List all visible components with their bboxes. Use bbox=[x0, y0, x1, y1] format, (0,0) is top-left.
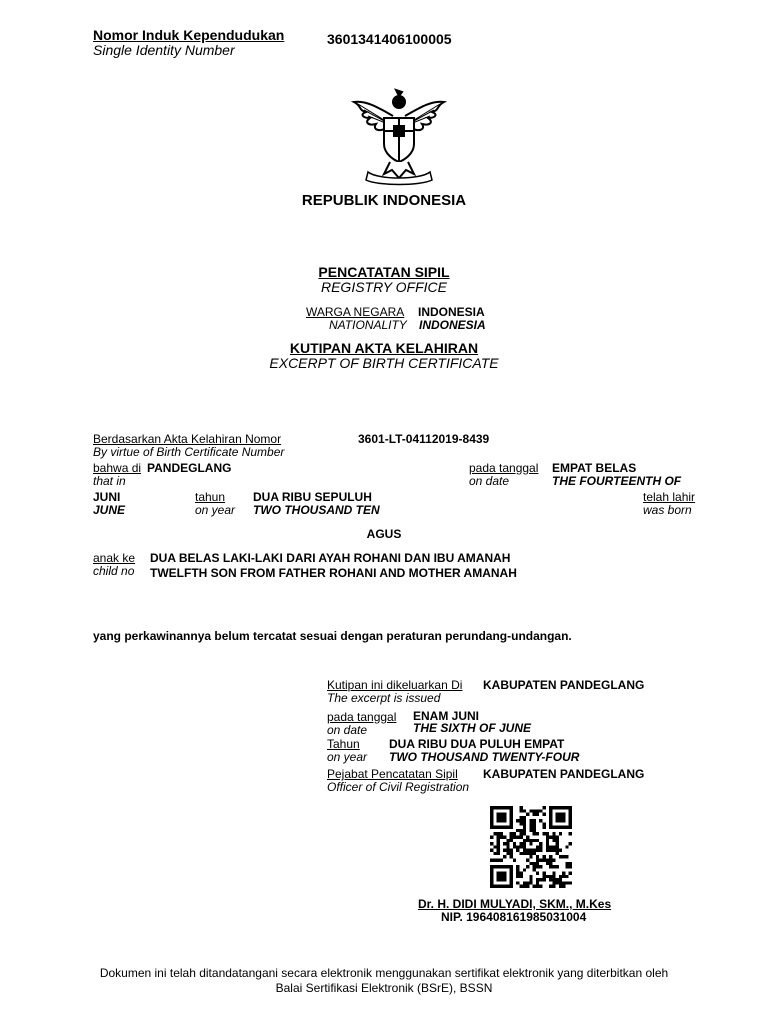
child-order: DUA BELAS LAKI-LAKI DARI AYAH ROHANI DAN IBU AMANAH bbox=[150, 551, 511, 565]
nationality-value-en: INDONESIA bbox=[419, 318, 486, 332]
issue-year-label: Tahun bbox=[327, 737, 360, 751]
birth-date-en: THE FOURTEENTH OF bbox=[552, 474, 682, 488]
birth-year: DUA RIBU SEPULUH bbox=[253, 490, 372, 504]
issue-date-label: pada tanggal bbox=[327, 710, 397, 724]
officer-label-en: Officer of Civil Registration bbox=[327, 780, 470, 794]
officer-label: Pejabat Pencatatan Sipil bbox=[327, 767, 458, 781]
birth-year-en: TWO THOUSAND TEN bbox=[253, 503, 380, 517]
issued-place: KABUPATEN PANDEGLANG bbox=[483, 678, 645, 692]
signatory-name: Dr. H. DIDI MULYADI, SKM., M.Kes bbox=[418, 897, 612, 911]
garuda-emblem-icon bbox=[344, 88, 454, 188]
year-label: tahun bbox=[195, 490, 226, 504]
birth-date: EMPAT BELAS bbox=[552, 461, 637, 475]
qr-code-icon bbox=[490, 806, 572, 888]
issue-date: ENAM JUNI bbox=[413, 709, 480, 723]
nationality-value: INDONESIA bbox=[418, 305, 485, 319]
issue-year-en: TWO THOUSAND TWENTY-FOUR bbox=[389, 750, 580, 764]
born-label-en: was born bbox=[643, 503, 692, 517]
year-label-en: on year bbox=[195, 503, 236, 517]
cert-number-label: Berdasarkan Akta Kelahiran Nomor bbox=[93, 432, 282, 446]
issued-label: Kutipan ini dikeluarkan Di bbox=[327, 678, 463, 692]
place-label-en: that in bbox=[93, 474, 126, 488]
place-label: bahwa di bbox=[93, 461, 142, 475]
nik-label-en: Single Identity Number bbox=[93, 42, 235, 58]
officer-place: KABUPATEN PANDEGLANG bbox=[483, 767, 645, 781]
child-order-en: TWELFTH SON FROM FATHER ROHANI AND MOTHER AMANAH bbox=[150, 566, 517, 580]
birth-place: PANDEGLANG bbox=[147, 461, 232, 475]
issue-year-label-en: on year bbox=[327, 750, 368, 764]
document-title-en: EXCERPT OF BIRTH CERTIFICATE bbox=[269, 355, 499, 371]
birth-month: JUNI bbox=[93, 490, 121, 504]
child-name: AGUS bbox=[366, 527, 402, 541]
cert-number-label-en: By virtue of Birth Certificate Number bbox=[93, 445, 285, 459]
nik-value: 3601341406100005 bbox=[327, 31, 452, 47]
office-title-en: REGISTRY OFFICE bbox=[320, 279, 447, 295]
issued-label-en: The excerpt is issued bbox=[327, 691, 441, 705]
date-label-en: on date bbox=[469, 474, 510, 488]
birth-month-en: JUNE bbox=[93, 503, 126, 517]
country-title: REPUBLIK INDONESIA bbox=[301, 192, 467, 209]
marriage-note: yang perkawinannya belum tercatat sesuai dengan peraturan perundang-undangan. bbox=[93, 629, 572, 643]
nationality-label: WARGA NEGARA bbox=[306, 305, 405, 319]
nik-label: Nomor Induk Kependudukan bbox=[93, 27, 285, 43]
document-title: KUTIPAN AKTA KELAHIRAN bbox=[289, 340, 479, 356]
issue-date-label-en: on date bbox=[327, 723, 368, 737]
born-label: telah lahir bbox=[643, 490, 696, 504]
footer-line-1: Dokumen ini telah ditandatangani secara elektronik menggunakan sertifikat elektronik yang diterbitkan oleh bbox=[99, 966, 669, 980]
cert-number: 3601-LT-04112019-8439 bbox=[358, 432, 490, 446]
date-label: pada tanggal bbox=[469, 461, 539, 475]
nationality-label-en: NATIONALITY bbox=[329, 318, 407, 332]
child-order-label: anak ke bbox=[93, 551, 136, 565]
footer-line-2: Balai Sertifikasi Elektronik (BSrE), BSSN bbox=[275, 981, 493, 995]
issue-date-en: THE SIXTH OF JUNE bbox=[413, 721, 532, 735]
office-title: PENCATATAN SIPIL bbox=[318, 264, 450, 280]
signatory-nip: NIP. 196408161985031004 bbox=[441, 910, 587, 924]
issue-year: DUA RIBU DUA PULUH EMPAT bbox=[389, 737, 565, 751]
child-order-label-en: child no bbox=[93, 564, 135, 578]
